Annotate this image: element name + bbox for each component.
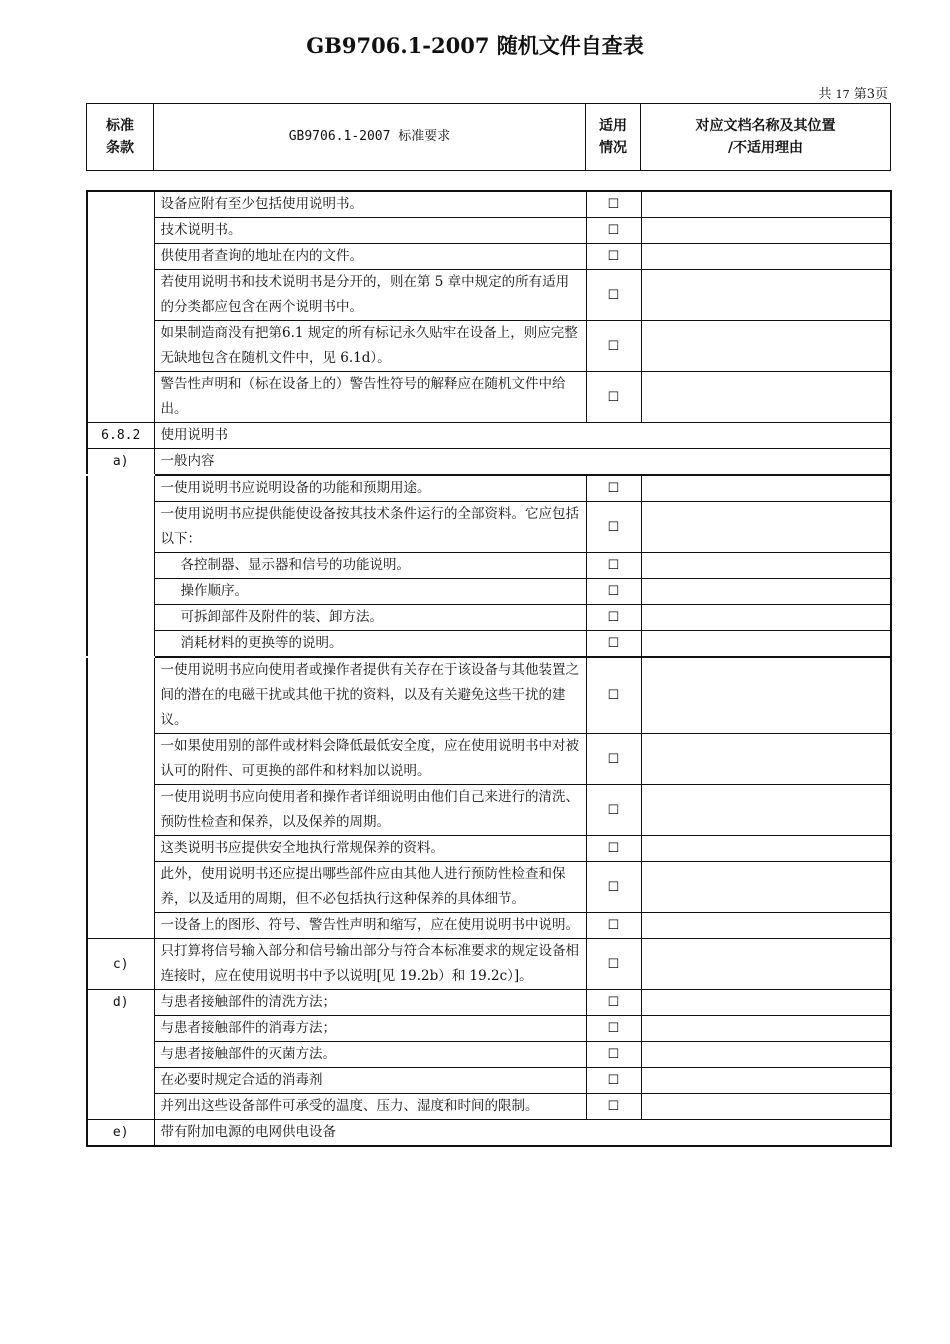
document-cell[interactable] (641, 270, 891, 321)
document-cell[interactable] (641, 321, 891, 372)
requirement-cell: 消耗材料的更换等的说明。 (154, 631, 586, 658)
table-row (87, 785, 891, 836)
document-cell[interactable] (641, 1042, 891, 1068)
requirement-cell: 操作顺序。 (154, 579, 586, 605)
requirement-cell: 并列出这些设备部件可承受的温度、压力、湿度和时间的限制。 (154, 1094, 586, 1120)
header-applicable (586, 104, 641, 171)
applicable-checkbox[interactable]: ☐ (586, 475, 641, 502)
header-clause (87, 104, 154, 171)
page-info (818, 83, 888, 102)
applicable-checkbox[interactable]: ☐ (586, 939, 641, 990)
table-row (87, 502, 891, 553)
table-row (87, 423, 891, 449)
applicable-checkbox[interactable]: ☐ (586, 321, 641, 372)
requirement-cell: 一使用说明书应提供能使设备按其技术条件运行的全部资料。它应包括以下： (154, 502, 586, 553)
applicable-checkbox[interactable]: ☐ (586, 579, 641, 605)
table-row (87, 1120, 891, 1147)
clause-cell (87, 862, 154, 913)
header-document (641, 104, 891, 171)
table-row (87, 939, 891, 990)
table-row (87, 372, 891, 423)
table-row (87, 191, 891, 218)
table-row (87, 1042, 891, 1068)
clause-cell (87, 270, 154, 321)
header-table (86, 103, 891, 171)
clause-cell (87, 553, 154, 579)
clause-cell: a) (87, 449, 154, 476)
requirement-cell: 设备应附有至少包括使用说明书。 (154, 191, 586, 218)
clause-cell (87, 191, 154, 218)
table-row (87, 1094, 891, 1120)
header-clause-text: 标准 条款 (106, 118, 134, 156)
clause-cell: e) (87, 1120, 154, 1147)
section-heading-cell: 使用说明书 (154, 423, 891, 449)
clause-cell (87, 372, 154, 423)
requirement-cell: 在必要时规定合适的消毒剂 (154, 1068, 586, 1094)
requirement-cell: 一使用说明书应向使用者和操作者详细说明由他们自己来进行的清洗、预防性检查和保养，以及保养的周期。 (154, 785, 586, 836)
clause-cell (87, 785, 154, 836)
applicable-checkbox[interactable]: ☐ (586, 218, 641, 244)
document-cell[interactable] (641, 862, 891, 913)
table-row (87, 990, 891, 1016)
document-cell[interactable] (641, 1094, 891, 1120)
table-row (87, 475, 891, 502)
table-row (87, 244, 891, 270)
page-total: 17 (835, 88, 850, 101)
clause-cell (87, 1016, 154, 1042)
table-row (87, 836, 891, 862)
applicable-checkbox[interactable]: ☐ (586, 836, 641, 862)
clause-cell (87, 502, 154, 553)
applicable-checkbox[interactable]: ☐ (586, 605, 641, 631)
header-applicable-text: 适用 情况 (599, 118, 627, 156)
document-cell[interactable] (641, 631, 891, 658)
requirement-cell: 各控制器、显示器和信号的功能说明。 (154, 553, 586, 579)
clause-cell (87, 475, 154, 502)
document-cell[interactable] (641, 1016, 891, 1042)
requirement-cell: 一使用说明书应向使用者或操作者提供有关存在于该设备与其他装置之间的潜在的电磁干扰或其他干扰的资料，以及有关避免这些干扰的建议。 (154, 657, 586, 734)
clause-cell: c) (87, 939, 154, 990)
document-cell[interactable] (641, 191, 891, 218)
requirement-cell: 只打算将信号输入部分和信号输出部分与符合本标准要求的规定设备相连接时，应在使用说明书中予以说明[见 19.2b）和 19.2c）]。 (154, 939, 586, 990)
document-cell[interactable] (641, 913, 891, 939)
document-cell[interactable] (641, 218, 891, 244)
table-row (87, 913, 891, 939)
table-row (87, 631, 891, 658)
table-row (87, 1068, 891, 1094)
document-cell[interactable] (641, 657, 891, 734)
clause-cell (87, 579, 154, 605)
requirement-cell: 与患者接触部件的消毒方法； (154, 1016, 586, 1042)
table-row (87, 270, 891, 321)
document-cell[interactable] (641, 244, 891, 270)
table-row (87, 449, 891, 476)
table-row (87, 553, 891, 579)
applicable-checkbox[interactable]: ☐ (586, 244, 641, 270)
document-cell[interactable] (641, 836, 891, 862)
applicable-checkbox[interactable]: ☐ (586, 785, 641, 836)
requirement-cell: 如果制造商没有把第6.1 规定的所有标记永久贴牢在设备上，则应完整无缺地包含在随机文件中，见 6.1d）。 (154, 321, 586, 372)
requirement-cell: 此外，使用说明书还应提出哪些部件应由其他人进行预防性检查和保养，以及适用的周期，但不必包括执行这种保养的具体细节。 (154, 862, 586, 913)
applicable-checkbox[interactable]: ☐ (586, 1016, 641, 1042)
requirement-cell: 与患者接触部件的灭菌方法。 (154, 1042, 586, 1068)
clause-cell (87, 605, 154, 631)
clause-cell (87, 1042, 154, 1068)
applicable-checkbox[interactable]: ☐ (586, 657, 641, 734)
clause-cell (87, 1094, 154, 1120)
clause-cell (87, 836, 154, 862)
document-cell[interactable] (641, 605, 891, 631)
table-row (87, 605, 891, 631)
document-cell[interactable] (641, 502, 891, 553)
requirement-cell: 这类说明书应提供安全地执行常规保养的资料。 (154, 836, 586, 862)
header-document-text: 对应文档名称及其位置 /不适用理由 (695, 118, 836, 156)
page-total-prefix: 共 (818, 87, 832, 102)
table-row (87, 218, 891, 244)
applicable-checkbox[interactable]: ☐ (586, 270, 641, 321)
table-row (87, 657, 891, 734)
requirement-cell: 可拆卸部件及附件的装、卸方法。 (154, 605, 586, 631)
applicable-checkbox[interactable]: ☐ (586, 862, 641, 913)
document-cell[interactable] (641, 734, 891, 785)
table-row (87, 1016, 891, 1042)
clause-cell (87, 657, 154, 734)
clause-cell (87, 321, 154, 372)
applicable-checkbox[interactable]: ☐ (586, 191, 641, 218)
document-cell[interactable] (641, 553, 891, 579)
document-cell[interactable] (641, 990, 891, 1016)
requirement-cell: 与患者接触部件的清洗方法； (154, 990, 586, 1016)
requirement-cell: 一使用说明书应说明设备的功能和预期用途。 (154, 475, 586, 502)
clause-cell (87, 244, 154, 270)
applicable-checkbox[interactable]: ☐ (586, 553, 641, 579)
section-heading-cell: 一般内容 (154, 449, 891, 476)
requirement-cell: 供使用者查询的地址在内的文件。 (154, 244, 586, 270)
clause-cell: d) (87, 990, 154, 1016)
section-heading-cell: 带有附加电源的电网供电设备 (154, 1120, 891, 1147)
applicable-checkbox[interactable]: ☐ (586, 631, 641, 658)
applicable-checkbox[interactable]: ☐ (586, 734, 641, 785)
header-requirement (154, 104, 586, 171)
page-title: GB9706.1-2007 随机文件自查表 (306, 33, 644, 58)
clause-cell (87, 913, 154, 939)
applicable-checkbox[interactable]: ☐ (586, 1042, 641, 1068)
applicable-checkbox[interactable]: ☐ (586, 1068, 641, 1094)
document-cell[interactable] (641, 1068, 891, 1094)
header-requirement-text: GB9706.1-2007 标准要求 (288, 129, 451, 144)
requirement-cell: 一如果使用别的部件或材料会降低最低安全度，应在使用说明书中对被认可的附件、可更换的部件和材料加以说明。 (154, 734, 586, 785)
document-cell[interactable] (641, 939, 891, 990)
table-row (87, 734, 891, 785)
clause-cell (87, 218, 154, 244)
clause-cell (87, 734, 154, 785)
applicable-checkbox[interactable]: ☐ (586, 1094, 641, 1120)
document-cell[interactable] (641, 372, 891, 423)
clause-cell (87, 1068, 154, 1094)
clause-cell (87, 631, 154, 658)
applicable-checkbox[interactable]: ☐ (586, 913, 641, 939)
requirement-cell: 技术说明书。 (154, 218, 586, 244)
applicable-checkbox[interactable]: ☐ (586, 372, 641, 423)
document-cell[interactable] (641, 475, 891, 502)
requirement-cell: 若使用说明书和技术说明书是分开的，则在第 5 章中规定的所有适用的分类都应包含在两个说明书中。 (154, 270, 586, 321)
page-number: 第3页 (853, 87, 888, 102)
table-row (87, 579, 891, 605)
document-cell[interactable] (641, 785, 891, 836)
checklist-table (86, 190, 892, 1147)
requirement-cell: 一设备上的图形、符号、警告性声明和缩写，应在使用说明书中说明。 (154, 913, 586, 939)
applicable-checkbox[interactable]: ☐ (586, 502, 641, 553)
table-row (87, 862, 891, 913)
requirement-cell: 警告性声明和（标在设备上的）警告性符号的解释应在随机文件中给出。 (154, 372, 586, 423)
table-row (87, 321, 891, 372)
document-cell[interactable] (641, 579, 891, 605)
clause-cell: 6.8.2 (87, 423, 154, 449)
applicable-checkbox[interactable]: ☐ (586, 990, 641, 1016)
